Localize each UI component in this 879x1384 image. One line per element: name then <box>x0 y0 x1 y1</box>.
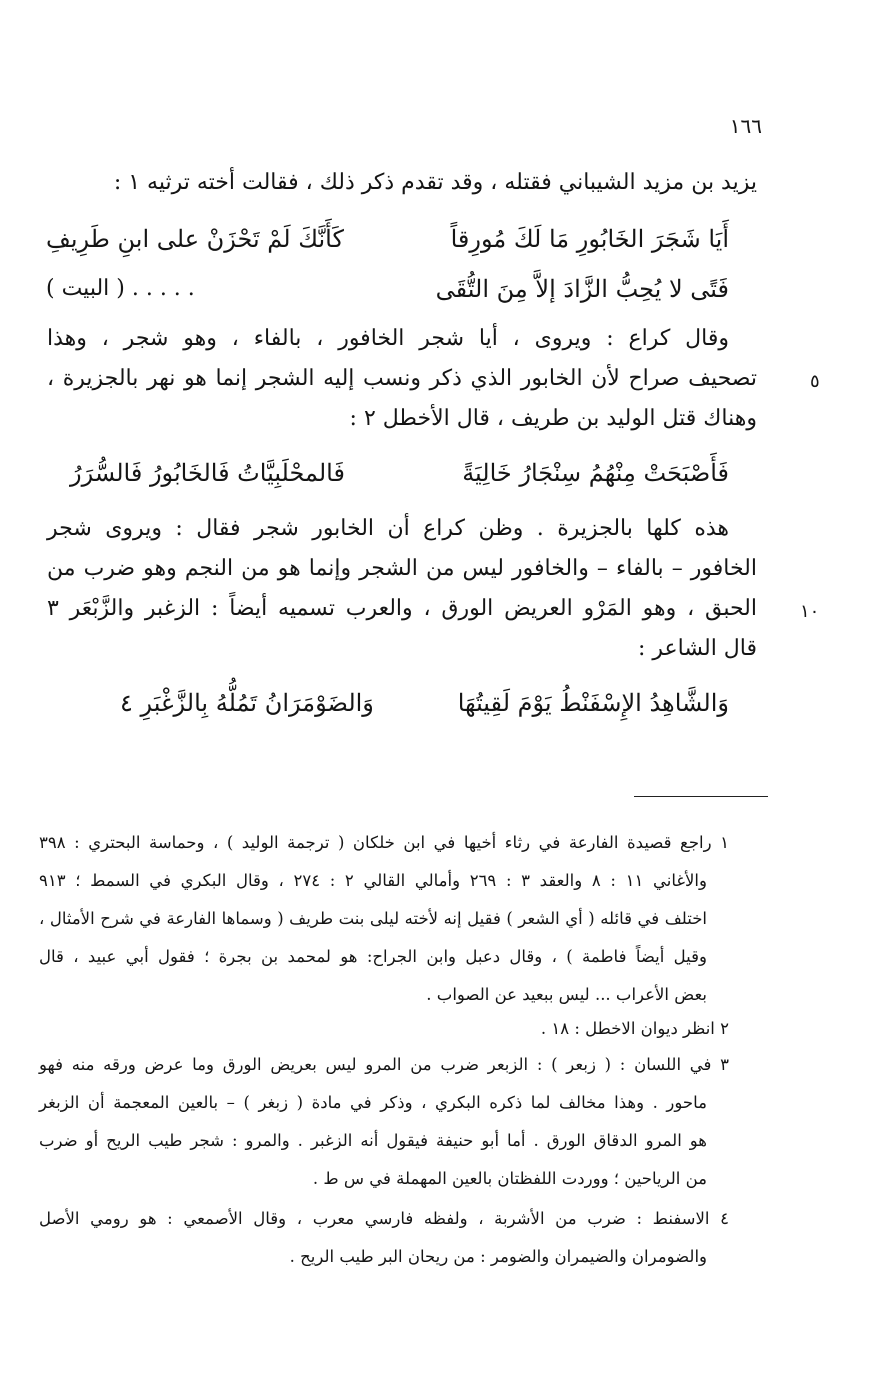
verse-1-hemistich-2a: فَتًى لا يُحِبُّ الزَّادَ إلاَّ مِنَ التُّقَى <box>435 275 729 303</box>
paragraph-2-line-4: قال الشاعر : <box>637 636 757 661</box>
paragraph-1-line-3: وهناك قتل الوليد بن طريف ، قال الأخطل ٢ : <box>349 406 757 431</box>
paragraph-1-line-2: تصحيف صراح لأن الخابور الذي ذكر ونسب إليه الشجر إنما هو نهر بالجزيرة ، <box>47 366 757 391</box>
footnote-2: ٢ انظر ديوان الاخطل : ١٨ . <box>540 1019 729 1038</box>
verse-1-hemistich-1b: كَأَنَّكَ لَمْ تَحْزَنْ على ابنِ طَرِيفِ <box>46 225 344 253</box>
margin-line-number-5: ٥ <box>810 371 820 392</box>
verse-1-hemistich-2b: . . . . . ( البيت ) <box>46 276 195 301</box>
footnote-1-line-5: بعض الأعراب ... ليس ببعيد عن الصواب . <box>426 985 707 1004</box>
paragraph-2-line-2: الخافور – بالفاء – والخافور ليس من الشجر وإنما هو من النجم وهو ضرب من <box>47 556 757 581</box>
footnote-3-line-2: ماحور . وهذا مخالف لما ذكره البكري ، وذكر في مادة ( زبغر ) – بالعين المعجمة أن الزبغر <box>39 1093 707 1112</box>
verse-2-hemistich-b: فَالمحْلَبِيَّاتُ فَالخَابُورُ فَالسُّرَرُ <box>70 459 345 487</box>
footnote-1-line-1: ١ راجع قصيدة الفارعة في رثاء أخيها في ابن خلكان ( ترجمة الوليد ) ، وحماسة البحتري : ٣٩٨ <box>39 833 729 852</box>
footnote-1-line-4: وقيل أيضاً فاطمة ) ، وقال دعبل وابن الجراح: هو لمحمد بن بجرة ؛ فقول أبي عبيد ، قال <box>39 947 707 966</box>
page-number: ١٦٦ <box>729 114 762 138</box>
footnote-1-line-3: اختلف في قائله ( أي الشعر ) فقيل إنه لأخته ليلى بنت طريف ( وسماها الفارعة في شرح الأمثال ، <box>39 909 707 928</box>
verse-3-hemistich-b: وَالضَوْمَرَانُ تَمُلُّهُ بِالزَّغْبَرِ ٤ <box>120 689 374 717</box>
paragraph-2-line-3: الحبق ، وهو المَرْو العريض الورق ، والعرب تسميه أيضاً : الزغبر والزَّبْعَر ٣ <box>47 596 757 621</box>
footnote-3-line-3: هو المرو الدقاق الورق . أما أبو حنيفة فيقول أنه الزغبر . والمرو : شجر طيب الريح أو ضرب <box>39 1131 707 1150</box>
intro-line: يزيد بن مزيد الشيباني فقتله ، وقد تقدم ذكر ذلك ، فقالت أخته ترثيه ١ : <box>113 170 757 195</box>
verse-1-hemistich-1a: أَيَا شَجَرَ الخَابُورِ مَا لَكَ مُورِقاً <box>450 225 729 253</box>
footnote-3-line-1: ٣ في اللسان : ( زبعر ) : الزبعر ضرب من المرو ليس بعريض الورق وما عرض ورقه منه فهو <box>39 1055 729 1074</box>
verse-2-hemistich-a: فَأَصْبَحَتْ مِنْهُمُ سِنْجَارُ خَالِيَةً <box>462 459 729 487</box>
footnote-3-line-4: من الرياحين ؛ ووردت اللفظتان بالعين المهملة في س ط . <box>312 1169 707 1188</box>
footnote-separator <box>634 796 768 797</box>
footnote-4-line-1: ٤ الاسفنط : ضرب من الأشربة ، ولفظه فارسي معرب ، وقال الأصمعي : هو رومي الأصل <box>39 1209 729 1228</box>
paragraph-1-line-1: وقال كراع : ويروى ، أيا شجر الخافور ، بالفاء ، وهو شجر ، وهذا <box>47 326 729 351</box>
paragraph-2-line-1: هذه كلها بالجزيرة . وظن كراع أن الخابور شجر فقال : ويروى شجر <box>47 516 729 541</box>
footnote-4-line-2: والضومران والضيمران والضومر : من ريحان البر طيب الريح . <box>289 1247 707 1266</box>
verse-3-hemistich-a: وَالشَّاهِدُ الإِسْفَنْطُ يَوْمَ لَقِيتُهَا <box>457 689 729 717</box>
margin-line-number-10: ١٠ <box>800 601 820 622</box>
footnote-1-line-2: والأغاني ١١ : ٨ والعقد ٣ : ٢٦٩ وأمالي القالي ٢ : ٢٧٤ ، وقال البكري في السمط ؛ ٩١٣ <box>39 871 707 890</box>
